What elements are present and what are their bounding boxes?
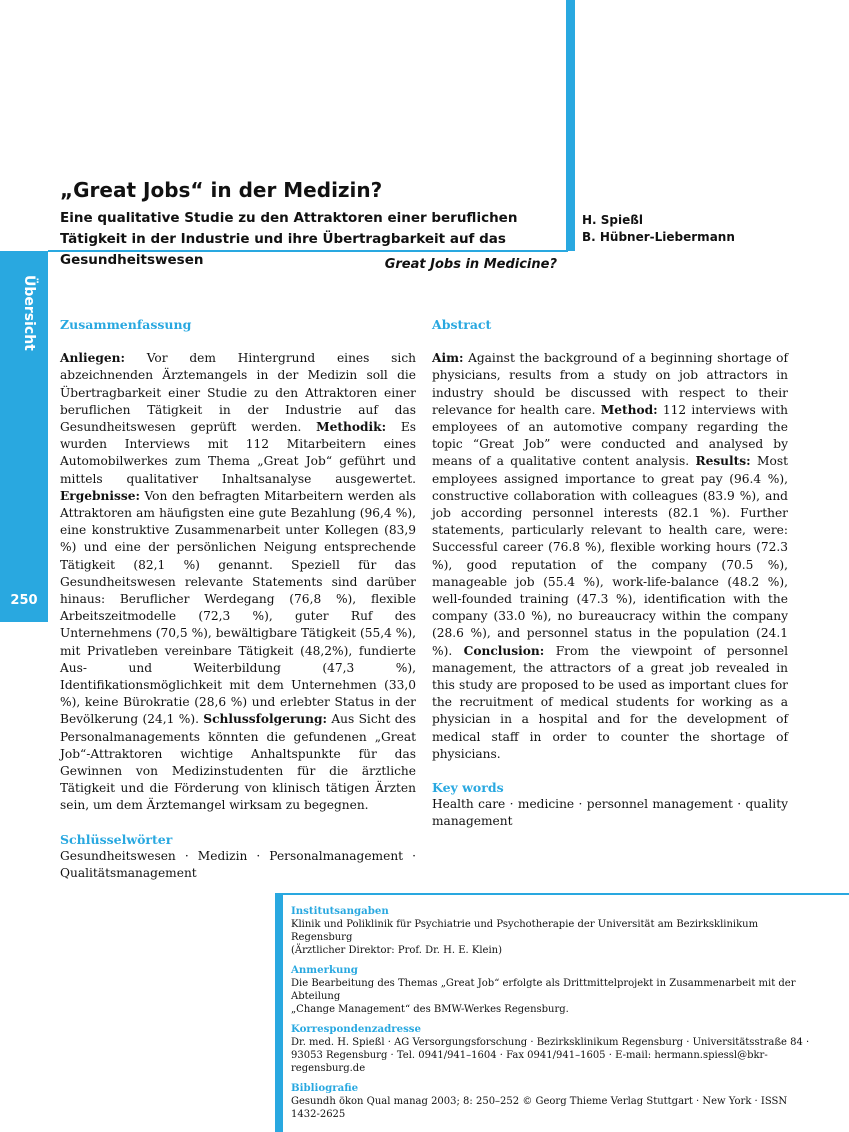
text-methodik: Es wurden Interviews mit 112 Mitarbeitern eines Automobilwerkes zum Thema „Great Job“ geführt und mittels qualitativer Inhaltsanalyse ausgewertet. (60, 420, 416, 486)
label-anliegen: Anliegen: (60, 351, 125, 366)
text-ergebnisse: Von den befragten Mitarbeitern werden als Attraktoren am häufigsten eine gute Bezahlung (96,4 %), eine konstruktive Zusammenarbeit unter Kollegen (83,9 %) und eine der persönlichen Neigung entsprechende Tätigkeit (82,1 %) genannt. Speziell für das Gesundheitswesen relevante Statements sind darüber hinaus: Beruflicher Werdegang (76,8 %), flexible Arbeitszeitmodelle (72,3 %), guter Ruf des Unternehmens (70,5 %), bewältigbare Tätigkeit (55,4 %), mit Privatleben vereinbare Tätigkeit (48,2%), fundierte Aus- und Weiterbildung (47,3 %), Identifikationsmöglichkeit mit dem Unternehmen (33,0 %), keine Bürokratie (28,6 %) und erlebter Status in der Bevölkerung (24,1 %). (60, 488, 416, 727)
institution-text (291, 918, 811, 957)
english-abstract-heading: Abstract (432, 317, 492, 332)
english-title: Great Jobs in Medicine? (384, 257, 557, 272)
label-conclusion: Conclusion: (463, 643, 545, 658)
german-abstract-column (60, 316, 416, 882)
english-keywords-heading: Key words (432, 780, 504, 796)
text-results: Most employees assigned importance to great pay (96.4 %), constructive collaboration with colleagues (83.9 %), and job according personnel interests (82.1 %). Further statements, particularly relevant to health care, were: Successful career (76.8 %), flexible working hours (72.3 %), good reputation of the company (70.5 %), manageable job (55.4 %), work-life-balance (48.2 %), well-founded training (47.3 %), identification with the company (33.0 %), no bureaucracy within the company (28.6 %), and personnel status in the population (24.1 %). (432, 454, 788, 658)
info-box-rule (275, 893, 849, 895)
bibliography-text (291, 1095, 811, 1121)
english-abstract-text (432, 350, 788, 763)
top-accent-bar (566, 0, 575, 251)
english-keywords: Health care · medicine · personnel management · quality management (432, 797, 788, 829)
text-anliegen: Vor dem Hintergrund eines sich abzeichnenden Ärztemangels in der Medizin soll die Übertragbarkeit einer Studie zu den Attraktoren einer beruflichen Tätigkeit in der Industrie auf das Gesundheitswesen geprüft werden. (60, 351, 416, 435)
article-title: „Great Jobs“ in der Medizin? (60, 178, 383, 202)
text-conclusion: From the viewpoint of personnel management, the attractors of a great job revealed in this study are proposed to be used as important clues for the recruitment of medical students for working as a physician in a hospital and for the development of medical staff in order to counter the shortage of physicians. (432, 643, 788, 761)
german-keywords-heading: Schlüsselwörter (60, 831, 173, 847)
german-abstract-heading: Zusammenfassung (60, 317, 192, 332)
german-keywords: Gesundheitswesen · Medizin · Personalmanagement · Qualitätsmanagement (60, 848, 416, 881)
correspondence-text (291, 1036, 811, 1075)
info-line: Die Bearbeitung des Themas „Great Job“ erfolgte als Drittmittelprojekt in Zusammenarbeit mit der Abteilung (291, 978, 796, 1002)
label-results: Results: (695, 454, 751, 469)
german-abstract-text (60, 350, 416, 814)
info-line: Gesundh ökon Qual manag 2003; 8: 250–252 © Georg Thieme Verlag Stuttgart · New York · ISSN 1432-2625 (291, 1096, 788, 1120)
institution-heading: Institutsangaben (291, 905, 389, 917)
label-methodik: Methodik: (316, 420, 387, 435)
info-line: „Change Management“ des BMW-Werkes Regensburg. (291, 1004, 569, 1015)
author-name: B. Hübner-Liebermann (582, 230, 735, 244)
article-subtitle: Eine qualitative Studie zu den Attraktoren einer beruflichen Tätigkeit in der Industrie und ihre Übertragbarkeit auf das Gesundheitswesen (60, 210, 518, 268)
label-method: Method: (600, 402, 658, 417)
correspondence-heading: Korrespondenzadresse (291, 1023, 422, 1035)
info-line: Klinik und Poliklinik für Psychiatrie und Psychotherapie der Universität am Bezirksklinikum Regensburg (291, 919, 759, 943)
info-box (291, 905, 811, 1128)
bibliography-heading: Bibliografie (291, 1082, 359, 1094)
info-box-bar (275, 895, 283, 1132)
label-ergebnisse: Ergebnisse: (60, 488, 140, 503)
section-label: Übersicht (21, 275, 37, 351)
text-schlussfolgerung: Aus Sicht des Personalmanagements könnten die gefundenen „Great Job“-Attraktoren wichtige Anhaltspunkte für das Gewinnen von Medizinstudenten für die ärztliche Tätigkeit und die Förderung von klinisch tätigen Ärzten sein, um dem Ärztemangel wirksam zu begegnen. (60, 712, 416, 813)
note-heading: Anmerkung (291, 964, 358, 976)
page-number: 250 (10, 593, 38, 608)
english-abstract-column (432, 316, 788, 831)
text-method: 112 interviews with employees of an automotive company regarding the topic “Great Job” were conducted and analysed by means of a qualitative content analysis. (432, 402, 788, 469)
author-list (582, 212, 735, 246)
info-line: (Ärztlicher Direktor: Prof. Dr. H. E. Klein) (291, 945, 502, 956)
author-name: H. Spießl (582, 213, 644, 227)
label-schlussfolgerung: Schlussfolgerung: (203, 712, 328, 727)
info-line: 93053 Regensburg · Tel. 0941/941–1604 · Fax 0941/941–1605 · E-mail: hermann.spiessl@bkr-regensburg.de (291, 1050, 768, 1074)
label-aim: Aim: (432, 351, 464, 366)
note-text (291, 977, 811, 1016)
text-aim: Against the background of a beginning shortage of physicians, results from a study on job attractors in industry should be discussed with respect to their relevance for health care. (432, 351, 788, 417)
info-line: Dr. med. H. Spießl · AG Versorgungsforschung · Bezirksklinikum Regensburg · Universitätsstraße 84 · (291, 1037, 810, 1048)
